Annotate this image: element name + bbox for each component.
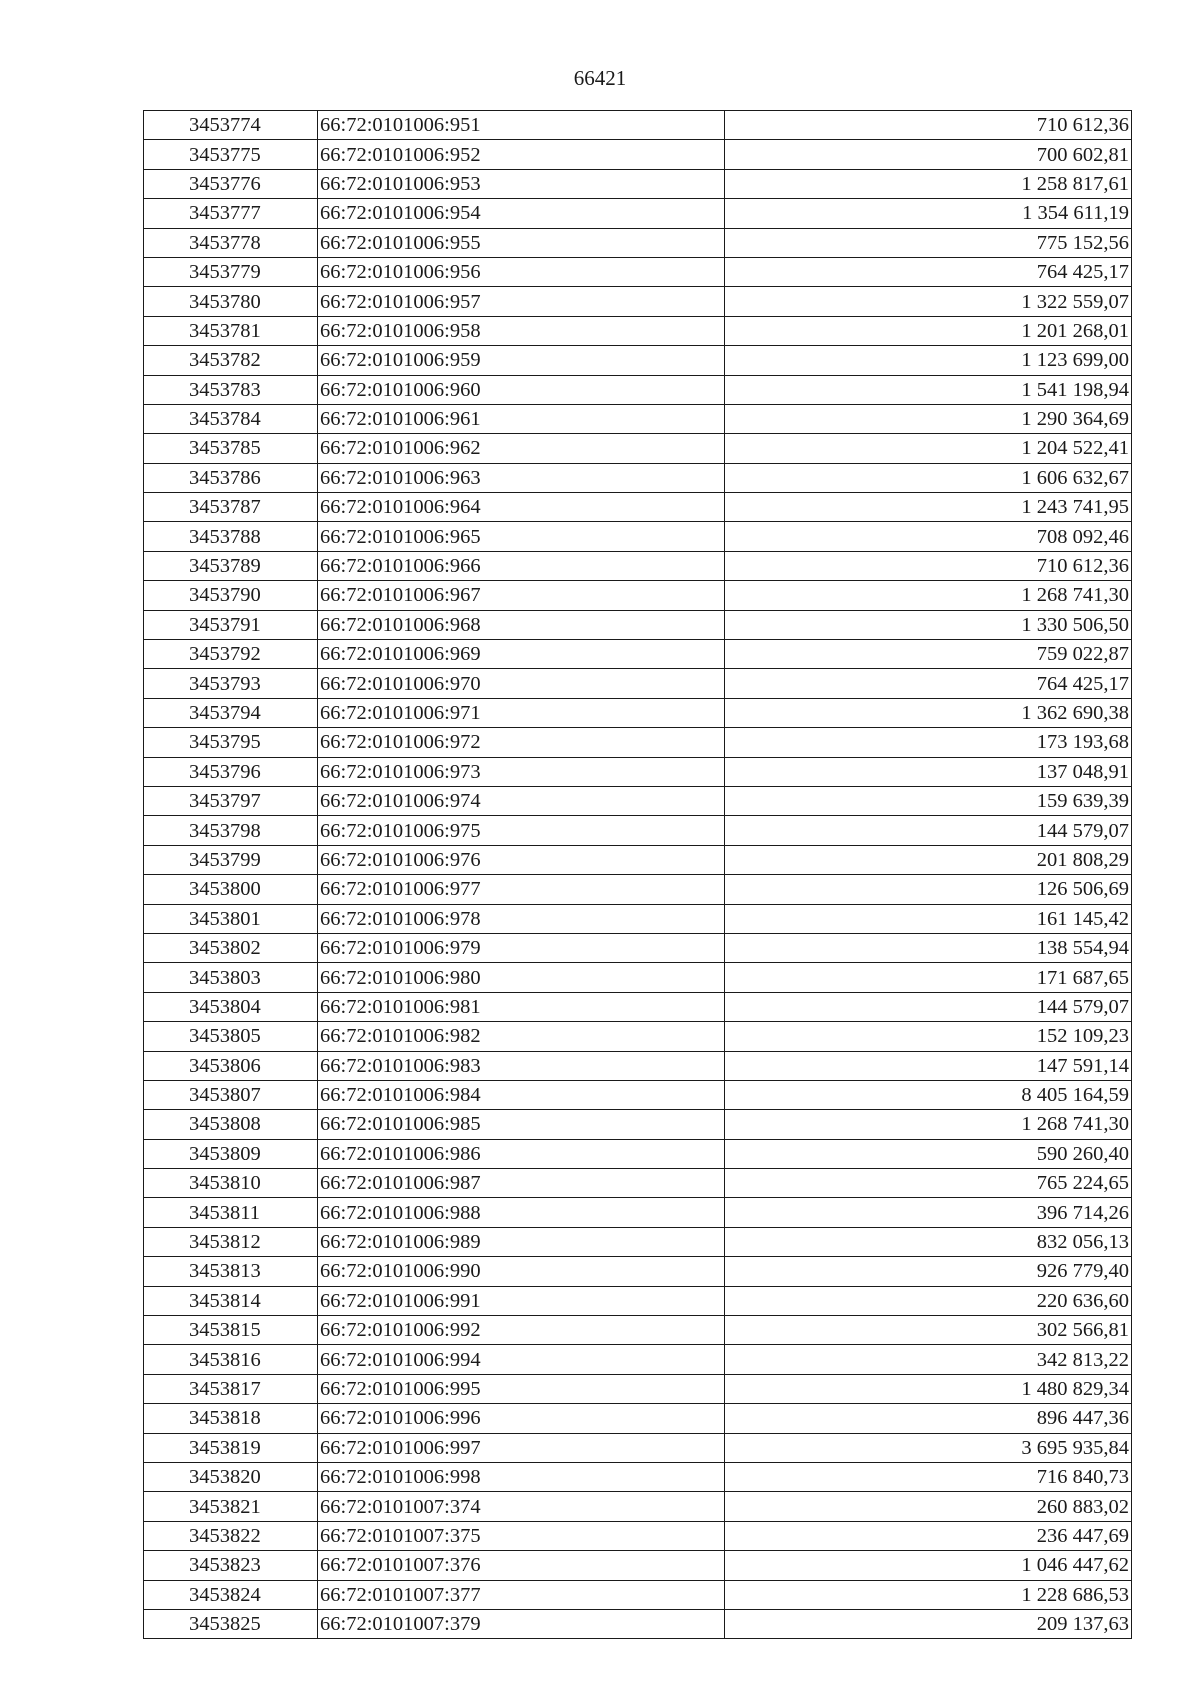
table-row [144, 1609, 1132, 1638]
cadastral-value-cell: 1 123 699,00 [725, 346, 1132, 375]
cadastral-value-cell: 708 092,46 [725, 522, 1132, 551]
table-row [144, 1433, 1132, 1462]
table-row [144, 228, 1132, 257]
table-row [144, 169, 1132, 198]
row-number-cell: 3453822 [144, 1521, 318, 1550]
cadastral-value-cell: 171 687,65 [725, 963, 1132, 992]
cadastral-number-cell: 66:72:0101006:956 [318, 257, 725, 286]
cadastral-value-cell: 173 193,68 [725, 728, 1132, 757]
cadastral-value-cell: 1 354 611,19 [725, 199, 1132, 228]
cadastral-number-cell: 66:72:0101006:964 [318, 493, 725, 522]
row-number-cell: 3453809 [144, 1139, 318, 1168]
table-row [144, 698, 1132, 727]
cadastral-number-cell: 66:72:0101006:982 [318, 1022, 725, 1051]
cadastral-value-cell: 147 591,14 [725, 1051, 1132, 1080]
cadastral-number-cell: 66:72:0101006:974 [318, 786, 725, 815]
table-row [144, 1580, 1132, 1609]
cadastral-value-cell: 1 322 559,07 [725, 287, 1132, 316]
row-number-cell: 3453797 [144, 786, 318, 815]
cadastral-number-cell: 66:72:0101006:989 [318, 1227, 725, 1256]
row-number-cell: 3453814 [144, 1286, 318, 1315]
row-number-cell: 3453816 [144, 1345, 318, 1374]
cadastral-number-cell: 66:72:0101006:961 [318, 404, 725, 433]
row-number-cell: 3453787 [144, 493, 318, 522]
table-row [144, 1316, 1132, 1345]
cadastral-number-cell: 66:72:0101006:997 [318, 1433, 725, 1462]
table-row [144, 875, 1132, 904]
cadastral-value-cell: 302 566,81 [725, 1316, 1132, 1345]
table-row [144, 199, 1132, 228]
table-row [144, 992, 1132, 1021]
cadastral-value-cell: 1 258 817,61 [725, 169, 1132, 198]
cadastral-value-cell: 1 541 198,94 [725, 375, 1132, 404]
table-row [144, 845, 1132, 874]
table-row [144, 551, 1132, 580]
row-number-cell: 3453790 [144, 581, 318, 610]
cadastral-value-cell: 152 109,23 [725, 1022, 1132, 1051]
table-row [144, 522, 1132, 551]
cadastral-number-cell: 66:72:0101006:995 [318, 1374, 725, 1403]
cadastral-number-cell: 66:72:0101006:959 [318, 346, 725, 375]
cadastral-number-cell: 66:72:0101006:986 [318, 1139, 725, 1168]
cadastral-value-cell: 716 840,73 [725, 1462, 1132, 1491]
row-number-cell: 3453818 [144, 1404, 318, 1433]
cadastral-value-cell: 137 048,91 [725, 757, 1132, 786]
cadastral-value-cell: 1 606 632,67 [725, 463, 1132, 492]
cadastral-number-cell: 66:72:0101006:992 [318, 1316, 725, 1345]
table-row [144, 1139, 1132, 1168]
row-number-cell: 3453807 [144, 1080, 318, 1109]
table-row [144, 1551, 1132, 1580]
row-number-cell: 3453803 [144, 963, 318, 992]
cadastral-value-cell: 764 425,17 [725, 257, 1132, 286]
table-row [144, 1521, 1132, 1550]
row-number-cell: 3453825 [144, 1609, 318, 1638]
row-number-cell: 3453817 [144, 1374, 318, 1403]
table-row [144, 463, 1132, 492]
row-number-cell: 3453812 [144, 1227, 318, 1256]
cadastral-value-cell: 1 480 829,34 [725, 1374, 1132, 1403]
row-number-cell: 3453808 [144, 1110, 318, 1139]
cadastral-value-cell: 759 022,87 [725, 640, 1132, 669]
table-row [144, 287, 1132, 316]
row-number-cell: 3453778 [144, 228, 318, 257]
cadastral-number-cell: 66:72:0101006:970 [318, 669, 725, 698]
cadastral-value-cell: 710 612,36 [725, 551, 1132, 580]
row-number-cell: 3453776 [144, 169, 318, 198]
table-row [144, 963, 1132, 992]
cadastral-number-cell: 66:72:0101006:990 [318, 1257, 725, 1286]
cadastral-number-cell: 66:72:0101006:952 [318, 140, 725, 169]
cadastral-number-cell: 66:72:0101006:977 [318, 875, 725, 904]
cadastral-number-cell: 66:72:0101006:957 [318, 287, 725, 316]
row-number-cell: 3453792 [144, 640, 318, 669]
row-number-cell: 3453786 [144, 463, 318, 492]
cadastral-number-cell: 66:72:0101006:980 [318, 963, 725, 992]
row-number-cell: 3453805 [144, 1022, 318, 1051]
row-number-cell: 3453777 [144, 199, 318, 228]
row-number-cell: 3453819 [144, 1433, 318, 1462]
row-number-cell: 3453800 [144, 875, 318, 904]
cadastral-value-cell: 1 268 741,30 [725, 1110, 1132, 1139]
cadastral-number-cell: 66:72:0101006:991 [318, 1286, 725, 1315]
cadastral-number-cell: 66:72:0101007:377 [318, 1580, 725, 1609]
table-row [144, 1286, 1132, 1315]
row-number-cell: 3453801 [144, 904, 318, 933]
cadastral-number-cell: 66:72:0101006:979 [318, 933, 725, 962]
cadastral-value-cell: 1 243 741,95 [725, 493, 1132, 522]
row-number-cell: 3453810 [144, 1169, 318, 1198]
row-number-cell: 3453781 [144, 316, 318, 345]
cadastral-number-cell: 66:72:0101006:951 [318, 111, 725, 140]
cadastral-value-cell: 1 268 741,30 [725, 581, 1132, 610]
row-number-cell: 3453783 [144, 375, 318, 404]
row-number-cell: 3453779 [144, 257, 318, 286]
row-number-cell: 3453791 [144, 610, 318, 639]
cadastral-number-cell: 66:72:0101006:960 [318, 375, 725, 404]
cadastral-number-cell: 66:72:0101006:973 [318, 757, 725, 786]
cadastral-number-cell: 66:72:0101006:958 [318, 316, 725, 345]
table-row [144, 111, 1132, 140]
cadastral-value-cell: 159 639,39 [725, 786, 1132, 815]
cadastral-value-cell: 1 228 686,53 [725, 1580, 1132, 1609]
cadastral-number-cell: 66:72:0101006:983 [318, 1051, 725, 1080]
cadastral-value-cell: 201 808,29 [725, 845, 1132, 874]
cadastral-number-cell: 66:72:0101006:985 [318, 1110, 725, 1139]
cadastral-number-cell: 66:72:0101006:953 [318, 169, 725, 198]
cadastral-number-cell: 66:72:0101006:963 [318, 463, 725, 492]
table-row [144, 816, 1132, 845]
cadastral-number-cell: 66:72:0101006:962 [318, 434, 725, 463]
cadastral-value-cell: 832 056,13 [725, 1227, 1132, 1256]
row-number-cell: 3453795 [144, 728, 318, 757]
cadastral-number-cell: 66:72:0101006:965 [318, 522, 725, 551]
table-row [144, 1198, 1132, 1227]
cadastral-number-cell: 66:72:0101007:374 [318, 1492, 725, 1521]
table-row [144, 640, 1132, 669]
cadastral-value-cell: 710 612,36 [725, 111, 1132, 140]
cadastral-value-cell: 144 579,07 [725, 992, 1132, 1021]
row-number-cell: 3453820 [144, 1462, 318, 1491]
row-number-cell: 3453824 [144, 1580, 318, 1609]
cadastral-value-cell: 775 152,56 [725, 228, 1132, 257]
cadastral-value-cell: 1 201 268,01 [725, 316, 1132, 345]
cadastral-number-cell: 66:72:0101006:998 [318, 1462, 725, 1491]
cadastral-number-cell: 66:72:0101006:981 [318, 992, 725, 1021]
cadastral-value-cell: 1 290 364,69 [725, 404, 1132, 433]
row-number-cell: 3453775 [144, 140, 318, 169]
table-row [144, 1022, 1132, 1051]
cadastral-number-cell: 66:72:0101006:976 [318, 845, 725, 874]
row-number-cell: 3453788 [144, 522, 318, 551]
cadastral-value-cell: 1 330 506,50 [725, 610, 1132, 639]
table-row [144, 1374, 1132, 1403]
table-row [144, 404, 1132, 433]
cadastral-value-cell: 342 813,22 [725, 1345, 1132, 1374]
cadastral-number-cell: 66:72:0101006:967 [318, 581, 725, 610]
row-number-cell: 3453815 [144, 1316, 318, 1345]
cadastral-value-cell: 700 602,81 [725, 140, 1132, 169]
row-number-cell: 3453789 [144, 551, 318, 580]
row-number-cell: 3453811 [144, 1198, 318, 1227]
table-row [144, 375, 1132, 404]
table-row [144, 904, 1132, 933]
cadastral-value-cell: 1 204 522,41 [725, 434, 1132, 463]
table-row [144, 493, 1132, 522]
row-number-cell: 3453804 [144, 992, 318, 1021]
row-number-cell: 3453782 [144, 346, 318, 375]
cadastral-value-cell: 1 362 690,38 [725, 698, 1132, 727]
row-number-cell: 3453821 [144, 1492, 318, 1521]
cadastral-number-cell: 66:72:0101006:955 [318, 228, 725, 257]
cadastral-number-cell: 66:72:0101006:971 [318, 698, 725, 727]
cadastral-number-cell: 66:72:0101006:968 [318, 610, 725, 639]
cadastral-number-cell: 66:72:0101006:969 [318, 640, 725, 669]
cadastral-number-cell: 66:72:0101006:978 [318, 904, 725, 933]
registry-table [143, 110, 1132, 1639]
page-number: 66421 [573, 66, 627, 90]
table-row [144, 1345, 1132, 1374]
row-number-cell: 3453799 [144, 845, 318, 874]
cadastral-number-cell: 66:72:0101007:376 [318, 1551, 725, 1580]
table-row [144, 140, 1132, 169]
table-row [144, 1462, 1132, 1491]
cadastral-number-cell: 66:72:0101006:996 [318, 1404, 725, 1433]
row-number-cell: 3453784 [144, 404, 318, 433]
cadastral-value-cell: 765 224,65 [725, 1169, 1132, 1198]
cadastral-number-cell: 66:72:0101006:994 [318, 1345, 725, 1374]
table-row [144, 728, 1132, 757]
cadastral-number-cell: 66:72:0101006:987 [318, 1169, 725, 1198]
cadastral-value-cell: 1 046 447,62 [725, 1551, 1132, 1580]
cadastral-value-cell: 8 405 164,59 [725, 1080, 1132, 1109]
row-number-cell: 3453793 [144, 669, 318, 698]
table-row [144, 1080, 1132, 1109]
cadastral-value-cell: 260 883,02 [725, 1492, 1132, 1521]
row-number-cell: 3453806 [144, 1051, 318, 1080]
table-row [144, 1227, 1132, 1256]
row-number-cell: 3453823 [144, 1551, 318, 1580]
cadastral-number-cell: 66:72:0101006:966 [318, 551, 725, 580]
cadastral-value-cell: 144 579,07 [725, 816, 1132, 845]
cadastral-value-cell: 220 636,60 [725, 1286, 1132, 1315]
cadastral-number-cell: 66:72:0101006:975 [318, 816, 725, 845]
cadastral-value-cell: 138 554,94 [725, 933, 1132, 962]
row-number-cell: 3453798 [144, 816, 318, 845]
cadastral-number-cell: 66:72:0101006:984 [318, 1080, 725, 1109]
table-row [144, 1404, 1132, 1433]
table-row [144, 581, 1132, 610]
cadastral-number-cell: 66:72:0101006:988 [318, 1198, 725, 1227]
cadastral-value-cell: 396 714,26 [725, 1198, 1132, 1227]
row-number-cell: 3453813 [144, 1257, 318, 1286]
table-row [144, 757, 1132, 786]
row-number-cell: 3453774 [144, 111, 318, 140]
table-row [144, 316, 1132, 345]
table-row [144, 1051, 1132, 1080]
cadastral-value-cell: 126 506,69 [725, 875, 1132, 904]
table-body [144, 111, 1132, 1639]
row-number-cell: 3453780 [144, 287, 318, 316]
table-row [144, 610, 1132, 639]
cadastral-value-cell: 926 779,40 [725, 1257, 1132, 1286]
table-row [144, 346, 1132, 375]
cadastral-value-cell: 764 425,17 [725, 669, 1132, 698]
table-row [144, 669, 1132, 698]
table-row [144, 1110, 1132, 1139]
table-row [144, 786, 1132, 815]
cadastral-number-cell: 66:72:0101006:972 [318, 728, 725, 757]
table-row [144, 434, 1132, 463]
cadastral-value-cell: 3 695 935,84 [725, 1433, 1132, 1462]
cadastral-value-cell: 896 447,36 [725, 1404, 1132, 1433]
table-row [144, 1257, 1132, 1286]
row-number-cell: 3453785 [144, 434, 318, 463]
row-number-cell: 3453802 [144, 933, 318, 962]
cadastral-value-cell: 209 137,63 [725, 1609, 1132, 1638]
row-number-cell: 3453794 [144, 698, 318, 727]
cadastral-number-cell: 66:72:0101007:375 [318, 1521, 725, 1550]
row-number-cell: 3453796 [144, 757, 318, 786]
cadastral-number-cell: 66:72:0101006:954 [318, 199, 725, 228]
table-row [144, 1169, 1132, 1198]
cadastral-value-cell: 590 260,40 [725, 1139, 1132, 1168]
table-row [144, 1492, 1132, 1521]
cadastral-number-cell: 66:72:0101007:379 [318, 1609, 725, 1638]
table-row [144, 933, 1132, 962]
cadastral-value-cell: 236 447,69 [725, 1521, 1132, 1550]
cadastral-value-cell: 161 145,42 [725, 904, 1132, 933]
table-row [144, 257, 1132, 286]
